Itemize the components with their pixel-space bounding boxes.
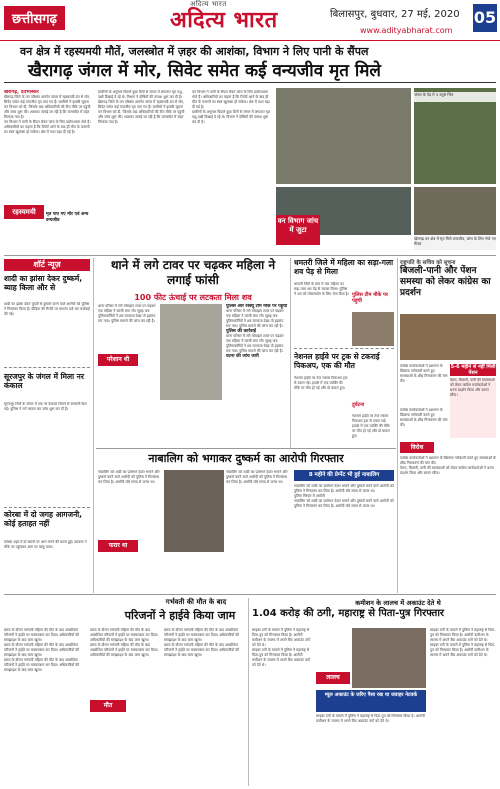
bottom-right-banner: म्यूल अकाउंट के जरिए पैसा रख था जवाहर नेटवर्क — [316, 690, 426, 712]
state-tag: छत्तीसगढ़ — [4, 6, 65, 30]
mid-column-3 — [226, 304, 288, 444]
bottom-right-body-1b: साइबर ठगी के मामले में पुलिस ने महाराष्ट्र से पिता-पुत्र को गिरफ्तार किया है। आरोपी कमीशन के लालच में अपने बैंक अकाउंट ठगों को देते थे। — [252, 648, 311, 667]
site-url[interactable]: www.adityabharat.com — [360, 26, 453, 35]
mid-deck: 100 फीट ऊंचाई पर लटकता मिला शव — [134, 293, 252, 302]
bottom-left-label: मौत — [90, 700, 126, 712]
short-news-head-3: कोरबा में दो जगह आगजनी, कोई हताहत नहीं — [4, 510, 83, 528]
lead-photo-caption-1: जंगल के पेड़ में 3 उपुस भित्र — [414, 92, 496, 102]
bottom-left-body-1b: प्रसव के दौरान गर्भवती महिला की मौत के बाद आक्रोशित परिजनों ने हाईवे पर चक्काजाम कर दिया। अधिकारियों की समझाइश के बाद जाम खुला। — [4, 643, 80, 657]
far-right-body-3a: कांग्रेस कार्यकर्ताओं ने प्रशासन के खिलाफ नारेबाजी करते हुए समस्याओं के शीघ्र निराकरण की मांग की। — [400, 456, 496, 465]
far-right-label: विरोध — [400, 442, 434, 453]
divider — [4, 367, 90, 368]
lead-photo-pond — [414, 187, 496, 235]
bottom-left-body-2a: प्रसव के दौरान गर्भवती महिला की मौत के बाद आक्रोशित परिजनों ने हाईवे पर चक्काजाम कर दिया। अधिकारियों की समझाइश के बाद जाम खुला। — [90, 628, 159, 642]
far-right-alert-body: पेंशन, बिजली, पानी की समस्याओं को लेकर कांग्रेस कार्यकर्ताओं ने धरना प्रदर्शन किया और ज्ञापन सौंपा। — [450, 378, 496, 438]
right-top-label: पुलिस टीम मौके पर पहुंची — [352, 292, 388, 304]
lead-byline: खैरागढ़, देवभास्कर — [4, 90, 39, 95]
bottom-left-headline: परिजनों ने हाईवे किया जाम — [124, 609, 236, 622]
bottom-right-body-2: साइबर ठगी के मामले में पुलिस ने महाराष्ट्र से पिता-पुत्र को गिरफ्तार किया है। आरोपी कमीशन के लालच में अपने बैंक अकाउंट ठगों को देते थे। — [316, 714, 425, 723]
divider — [290, 258, 291, 448]
lead-column-3 — [192, 90, 272, 250]
divider — [96, 448, 396, 449]
bottom-left-body-1c: प्रसव के दौरान गर्भवती महिला की मौत के बाद आक्रोशित परिजनों ने हाईवे पर चक्काजाम कर दिया। अधिकारियों की समझाइश के बाद जाम खुला। — [4, 658, 80, 672]
lead-kicker: वन क्षेत्र में रहस्यमयी मौतें, जलस्त्रोत में ज़हर की आशंका, विभाग ने लिए पानी के सैंपल — [20, 45, 369, 58]
paper-name: अदित्य भारत — [170, 8, 278, 33]
bottom-left-body-3a: प्रसव के दौरान गर्भवती महिला की मौत के बाद आक्रोशित परिजनों ने हाईवे पर चक्काजाम कर दिया। अधिकारियों की समझाइश के बाद जाम खुला। — [164, 628, 240, 642]
far-right-body-1: कांग्रेस कार्यकर्ताओं ने प्रशासन के खिलाफ नारेबाजी करते हुए समस्याओं के शीघ्र निराकरण की मांग की। — [400, 364, 448, 383]
crime-banner: 8 महीने की प्रेग्नेंट भी हुई नाबालिग — [294, 470, 394, 481]
short-news-body-1: शादी का झांसा देकर युवती से दुष्कर्म करने वाले आरोपी को पुलिस ने गिरफ्तार किया है। पीड़िता की रिपोर्ट पर मामला दर्ज कर कार्रवाई की गई। — [4, 302, 90, 316]
far-right-alert-title: 5-6 महीने से नहीं मिली पेंशन — [450, 364, 496, 376]
short-news-title: शॉर्ट न्यूज़ — [4, 259, 90, 271]
lead-headline: खैरागढ़ जंगल में मोर, सिवेट समेत कई वन्यजीव मृत मिले — [28, 61, 381, 81]
highway-body-2: नेशनल हाईवे पर तेज रफ्तार पिकअप ट्रक से टकरा गई। हादसे में एक व्यक्ति की मौके पर मौत हो गई और दो घायल हुए। — [352, 414, 390, 438]
crime-photo-caption: पुलिस गिरफ्त में आरोपी — [294, 494, 325, 498]
short-news-head-1: शादी का झांसा देकर दुष्कर्म, ब्याह किला और से — [4, 274, 83, 292]
divider — [93, 258, 94, 593]
bottom-left-body-3b: प्रसव के दौरान गर्भवती महिला की मौत के बाद आक्रोशित परिजनों ने हाईवे पर चक्काजाम कर दिया। अधिकारियों की समझाइश के बाद जाम खुला। — [164, 643, 240, 657]
far-right-body-3 — [400, 456, 496, 586]
lead-body-a: खैरागढ़ जिले के वन परिक्षेत्र अंतर्गत जंगल में रहस्यमयी ढंग से मोर, सिवेट समेत कई वन्यजीव मृत पाए गए हैं। ग्रामीणों ने इसकी सूचना वन विभाग को दी, जिसके बाद अधिकारियों की टीम मौके पर पहुंची और जांच शुरू की। आशंका जताई जा रही है कि जलस्त्रोत में ज़हर मिलाया गया है। — [4, 95, 91, 119]
lead-photo-peacock — [414, 88, 496, 184]
mid-subhead-1: पुलिस और रेस्क्यू टीम मौके पर पहुंची — [226, 304, 288, 309]
bottom-left-body-1a: प्रसव के दौरान गर्भवती महिला की मौत के बाद आक्रोशित परिजनों ने हाईवे पर चक्काजाम कर दिया। अधिकारियों की समझाइश के बाद जाम खुला। — [4, 628, 80, 642]
lead-side-label: रहस्यमयी — [4, 205, 44, 219]
crime-body-3b: नाबालिग को शादी का प्रलोभन देकर भगाने और दुष्कर्म करने वाले आरोपी को पुलिस ने गिरफ्तार कर लिया है। आरोपी लंबे समय से फरार था। — [294, 499, 394, 508]
right-top-headline: धमतरी जिले में महिला का सड़ा-गला शव पेड़ से मिला — [294, 258, 394, 276]
mid-column-1 — [98, 304, 158, 444]
mid-headline: थाने में लगे टावर पर चढ़कर महिला ने लगाई फांसी — [110, 258, 276, 287]
mid-subhead-3: घटना की जांच जारी — [226, 354, 259, 359]
divider — [4, 594, 496, 595]
bottom-left-body-3 — [164, 628, 244, 784]
masthead — [0, 0, 500, 41]
mid-body-3: थाना परिसर में लगे मोबाइल टावर पर चढ़कर एक महिला ने फांसी लगा ली। सुबह जब पुलिसकर्मियों ने शव लटकता देखा तो हड़कंप मच गया। पुलिस मामले की जांच कर रही है। — [226, 334, 284, 353]
divider — [397, 258, 398, 593]
bottom-right-body-1a: साइबर ठगी के मामले में पुलिस ने महाराष्ट्र से पिता-पुत्र को गिरफ्तार किया है। आरोपी कमीशन के लालच में अपने बैंक अकाउंट ठगों को देते थे। — [252, 628, 311, 647]
lead-photo-animal — [276, 88, 411, 184]
crime-body-3 — [294, 484, 394, 588]
lead-body-b2: वन विभाग ने पानी के सैंपल लेकर जांच के लिए प्रयोगशाला भेजे हैं। अधिकारियों का कहना है कि रिपोर्ट आने के बाद ही मौत के कारणों का स्पष्ट खुलासा हो सकेगा। क्षेत्र में गश्त बढ़ा दी गई है। — [192, 90, 270, 109]
crime-body-1: नाबालिग को शादी का प्रलोभन देकर भगाने और दुष्कर्म करने वाले आरोपी को पुलिस ने गिरफ्तार कर लिया है। आरोपी लंबे समय से फरार था। — [98, 470, 160, 484]
lead-subhead-1: मृत पाए गए मोर एवं अन्य वन्यजीव — [46, 212, 89, 223]
dateline: बिलासपुर, बुधवार, 27 मई, 2020 — [330, 9, 460, 20]
divider — [294, 348, 394, 349]
highway-label: दुर्घटना — [352, 402, 365, 408]
bottom-right-kicker: कमीशन के लालच में अकाउंट देते थे — [355, 599, 441, 607]
lead-column-1 — [4, 90, 94, 250]
bottom-right-body-1 — [252, 628, 312, 784]
lead-photo-caption-2: खेरागढ़ वन क्षेत्र में मृत मिले वन्यजीव, जांच के लिए भेजे गए सैंपल — [414, 236, 496, 250]
bottom-right-label: लालच — [316, 672, 350, 684]
right-top-body-1: धमतरी जिले के ग्राम में एक महिला का सड़ा-गला शव पेड़ से लटका मिला। पुलिस ने शव को पोस्टमार्टम के लिए भेज दिया है। — [294, 282, 349, 296]
bottom-right-body-3a: साइबर ठगी के मामले में पुलिस ने महाराष्ट्र से पिता-पुत्र को गिरफ्तार किया है। आरोपी कमीशन के लालच में अपने बैंक अकाउंट ठगों को देते थे। — [430, 628, 496, 642]
lead-side-box: वन विभाग जांच में जुटा — [276, 215, 320, 245]
highway-body: नेशनल हाईवे पर तेज रफ्तार पिकअप ट्रक से टकरा गई। हादसे में एक व्यक्ति की मौके पर मौत हो गई और दो घायल हुए। — [294, 376, 348, 390]
far-right-photo — [400, 314, 496, 360]
short-news-body-3: कोरबा शहर में दो स्थानों पर आग लगने की घटना हुई। दमकल ने मौके पर पहुंचकर आग पर काबू पाया। — [4, 540, 87, 549]
lead-body-b: वन विभाग ने पानी के सैंपल लेकर जांच के लिए प्रयोगशाला भेजे हैं। अधिकारियों का कहना है कि रिपोर्ट आने के बाद ही मौत के कारणों का स्पष्ट खुलासा हो सकेगा। क्षेत्र में गश्त बढ़ा दी गई है। — [4, 120, 91, 134]
crime-side-label: फरार था — [98, 540, 138, 552]
crime-body-3a: नाबालिग को शादी का प्रलोभन देकर भगाने और दुष्कर्म करने वाले आरोपी को पुलिस ने गिरफ्तार कर लिया है। आरोपी लंबे समय से फरार था। — [294, 484, 394, 493]
divider — [4, 507, 90, 508]
far-right-body-2: कांग्रेस कार्यकर्ताओं ने प्रशासन के खिलाफ नारेबाजी करते हुए समस्याओं के शीघ्र निराकरण की मांग की। — [400, 408, 448, 427]
bottom-right-body-3b: साइबर ठगी के मामले में पुलिस ने महाराष्ट्र से पिता-पुत्र को गिरफ्तार किया है। आरोपी कमीशन के लालच में अपने बैंक अकाउंट ठगों को देते थे। — [430, 643, 496, 657]
mid-side-label: परेशान थी — [98, 354, 138, 366]
far-right-kicker: राष्ट्रपति के सचिव को सूचना — [400, 260, 456, 266]
crime-photo — [164, 470, 224, 552]
right-top-photo — [352, 312, 394, 346]
bottom-left-body-2b: प्रसव के दौरान गर्भवती महिला की मौत के बाद आक्रोशित परिजनों ने हाईवे पर चक्काजाम कर दिया। अधिकारियों की समझाइश के बाद जाम खुला। — [90, 643, 159, 657]
bottom-left-body-1 — [4, 628, 86, 784]
lead-body-a2: खैरागढ़ जिले के वन परिक्षेत्र अंतर्गत जंगल में रहस्यमयी ढंग से मोर, सिवेट समेत कई वन्यजीव मृत पाए गए हैं। ग्रामीणों ने इसकी सूचना वन विभाग को दी, जिसके बाद अधिकारियों की टीम मौके पर पहुंची और जांच शुरू की। आशंका जताई जा रही है कि जलस्त्रोत में ज़हर मिलाया गया है। — [98, 100, 185, 124]
page-number: 05 — [473, 4, 497, 32]
crime-body-2: नाबालिग को शादी का प्रलोभन देकर भगाने और दुष्कर्म करने वाले आरोपी को पुलिस ने गिरफ्तार कर लिया है। आरोपी लंबे समय से फरार था। — [226, 470, 288, 484]
highway-headline: नेशनल हाईवे पर ट्रक से टकराई पिकअप, एक की मौत — [294, 352, 380, 370]
paper-logo — [170, 0, 278, 34]
short-news-head-2: सूरजपुर के जंगल में मिला नर कंकाल — [4, 372, 84, 390]
lead-body-c2: ग्रामीणों के अनुसार पिछले कुछ दिनों से जंगल में लगातार मृत पशु-पक्षी दिखाई दे रहे थे। विभाग ने दोषियों की तलाश शुरू कर दी है। — [192, 110, 271, 124]
divider — [4, 82, 496, 83]
bottom-right-headline: 1.04 करोड़ की ठगी, महाराष्ट्र से पिता-पुत्र गिरफ्तार — [252, 608, 445, 619]
short-news-body-2: सूरजपुर जिले के जंगल में एक नर कंकाल मिलने से सनसनी फैल गई। पुलिस ने मर्ग कायम कर जांच शुरू कर दी है। — [4, 402, 87, 411]
far-right-headline: बिजली-पानी और पेंशन समस्या को लेकर कांग्रेस का प्रदर्शन — [400, 266, 491, 298]
mid-photo-tower — [160, 304, 222, 400]
bottom-right-photo — [352, 628, 426, 688]
lead-body-c: ग्रामीणों के अनुसार पिछले कुछ दिनों से जंगल में लगातार मृत पशु-पक्षी दिखाई दे रहे थे। विभाग ने दोषियों की तलाश शुरू कर दी है। — [98, 90, 183, 99]
bottom-right-body-3 — [430, 628, 496, 784]
divider — [4, 255, 496, 256]
lead-column-2 — [98, 90, 188, 250]
mid-subhead-2: पुलिस की कार्रवाई — [226, 329, 256, 334]
far-right-body-3b: पेंशन, बिजली, पानी की समस्याओं को लेकर कांग्रेस कार्यकर्ताओं ने धरना प्रदर्शन किया और ज्ञापन सौंपा। — [400, 466, 494, 475]
logo-tagline: अदित्य भारत — [190, 0, 227, 8]
mid-body-2: थाना परिसर में लगे मोबाइल टावर पर चढ़कर एक महिला ने फांसी लगा ली। सुबह जब पुलिसकर्मियों ने शव लटकता देखा तो हड़कंप मच गया। पुलिस मामले की जांच कर रही है। — [226, 309, 284, 328]
bottom-left-kicker: गर्भवती की मौत के बाद — [165, 598, 227, 606]
mid-body: थाना परिसर में लगे मोबाइल टावर पर चढ़कर एक महिला ने फांसी लगा ली। सुबह जब पुलिसकर्मियों ने शव लटकता देखा तो हड़कंप मच गया। पुलिस मामले की जांच कर रही है। — [98, 304, 156, 323]
divider — [248, 598, 249, 786]
crime-headline: नाबालिग को भगाकर दुष्कर्म का आरोपी गिरफ्तार — [148, 452, 344, 465]
